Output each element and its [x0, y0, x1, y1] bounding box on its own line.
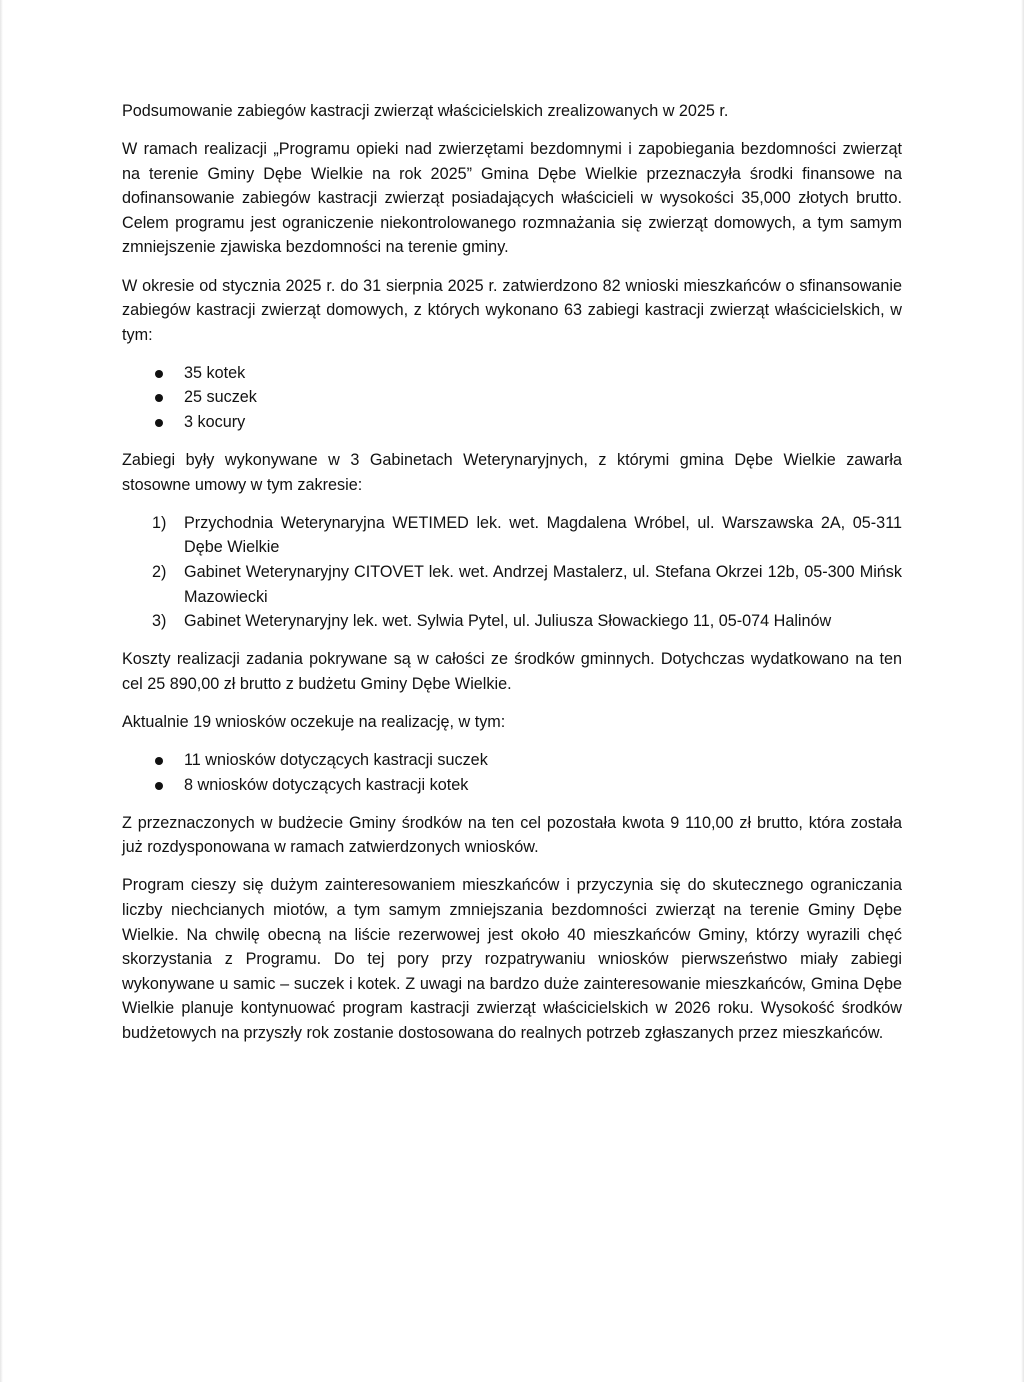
list-item: 3 kocury — [122, 410, 902, 435]
paragraph-clinics-intro: Zabiegi były wykonywane w 3 Gabinetach Weterynaryjnych, z którymi gmina Dębe Wielkie zawarła stosowne umowy w tym zakresie: — [122, 451, 902, 494]
list-number: 3) — [152, 612, 167, 631]
bullet-icon — [155, 782, 163, 790]
clinic-text: Przychodnia Weterynaryjna WETIMED lek. wet. Magdalena Wróbel, ul. Warszawska 2A, 05-311 Dębe Wielkie — [184, 513, 902, 557]
list-item: 25 suczek — [122, 385, 902, 410]
clinic-text: Gabinet Weterynaryjny lek. wet. Sylwia Pytel, ul. Juliusza Słowackiego 11, 05-074 Halinów — [184, 612, 832, 631]
paragraph-remaining-budget: Z przeznaczonych w budżecie Gminy środków na ten cel pozostała kwota 9 110,00 zł brutto, która została już rozdysponowana w ramach zatwierdzonych wniosków. — [122, 813, 902, 857]
paragraph-conclusion: Program cieszy się dużym zainteresowaniem mieszkańców i przyczynia się do skutecznego ograniczania liczby niechcianych miotów, a tym samym zmniejszania bezdomności zwierząt na terenie Gminy Dębe Wielkie. Na chwilę obecną na liście rezerwowej jest około 40 mieszkańców Gminy, którzy wyrazili chęć skorzystania z Programu. Do tej pory przy rozpatrywaniu wniosków pierwszeństwo miały zabiegi wykonywane u samic – suczek i kotek. Z uwagi na bardzo duże zainteresowanie mieszkańców, Gmina Dębe Wielkie planuje kontynuować program kastracji zwierząt właścicielskich w 2026 roku. Wysokość środków budżetowych na przyszły rok zostanie dostosowana do realnych potrzeb zgłaszanych przez mieszkańców. — [122, 876, 902, 1042]
page-edge-left — [0, 0, 3, 1382]
paragraph-costs: Koszty realizacji zadania pokrywane są w całości ze środków gminnych. Dotychczas wydatkowano na ten cel 25 890,00 zł brutto z budżetu Gminy Dębe Wielkie. — [122, 650, 902, 693]
bullet-icon — [155, 370, 163, 378]
list-item: 8 wniosków dotyczących kastracji kotek — [122, 773, 902, 798]
list-number: 1) — [152, 513, 167, 532]
clinic-item — [122, 560, 902, 609]
paragraph-applications-summary: W okresie od stycznia 2025 r. do 31 sierpnia 2025 r. zatwierdzono 82 wnioski mieszkańców o sfinansowanie zabiegów kastracji zwierząt domowych, z których wykonano 63 zabiegi kastracji zwierząt właścicielskich, w tym: — [122, 276, 902, 344]
document-title: Podsumowanie zabiegów kastracji zwierząt właścicielskich zrealizowanych w 2025 r. — [122, 102, 729, 120]
clinics-list — [122, 511, 902, 634]
pending-list — [122, 748, 902, 797]
bullet-icon — [155, 394, 163, 402]
bullet-icon — [155, 419, 163, 427]
clinic-item — [122, 609, 902, 634]
list-item: 35 kotek — [122, 361, 902, 386]
procedures-list — [122, 361, 902, 435]
bullet-icon — [155, 757, 163, 765]
clinic-text: Gabinet Weterynaryjny CITOVET lek. wet. Andrzej Mastalerz, ul. Stefana Okrzei 12b, 05-300 Mińsk Mazowiecki — [184, 563, 902, 606]
list-item: 11 wniosków dotyczących kastracji suczek — [122, 748, 902, 773]
clinic-item — [122, 511, 902, 560]
paragraph-pending-applications: Aktualnie 19 wniosków oczekuje na realizację, w tym: — [122, 712, 506, 731]
document-body — [122, 99, 902, 1059]
list-number: 2) — [152, 563, 167, 581]
paragraph-program-intro: W ramach realizacji „Programu opieki nad zwierzętami bezdomnymi i zapobiegania bezdomności zwierząt na terenie Gminy Dębe Wielkie na rok 2025” Gmina Dębe Wielkie przeznaczyła środki finansowe na dofinansowanie zabiegów kastracji zwierząt posiadających właścicieli w wysokości 35,000 złotych brutto. Celem programu jest ograniczenie niekontrolowanego rozmnażania się zwierząt domowych, a tym samym zmniejszenie zjawiska bezdomności na terenie gminy. — [122, 140, 902, 257]
